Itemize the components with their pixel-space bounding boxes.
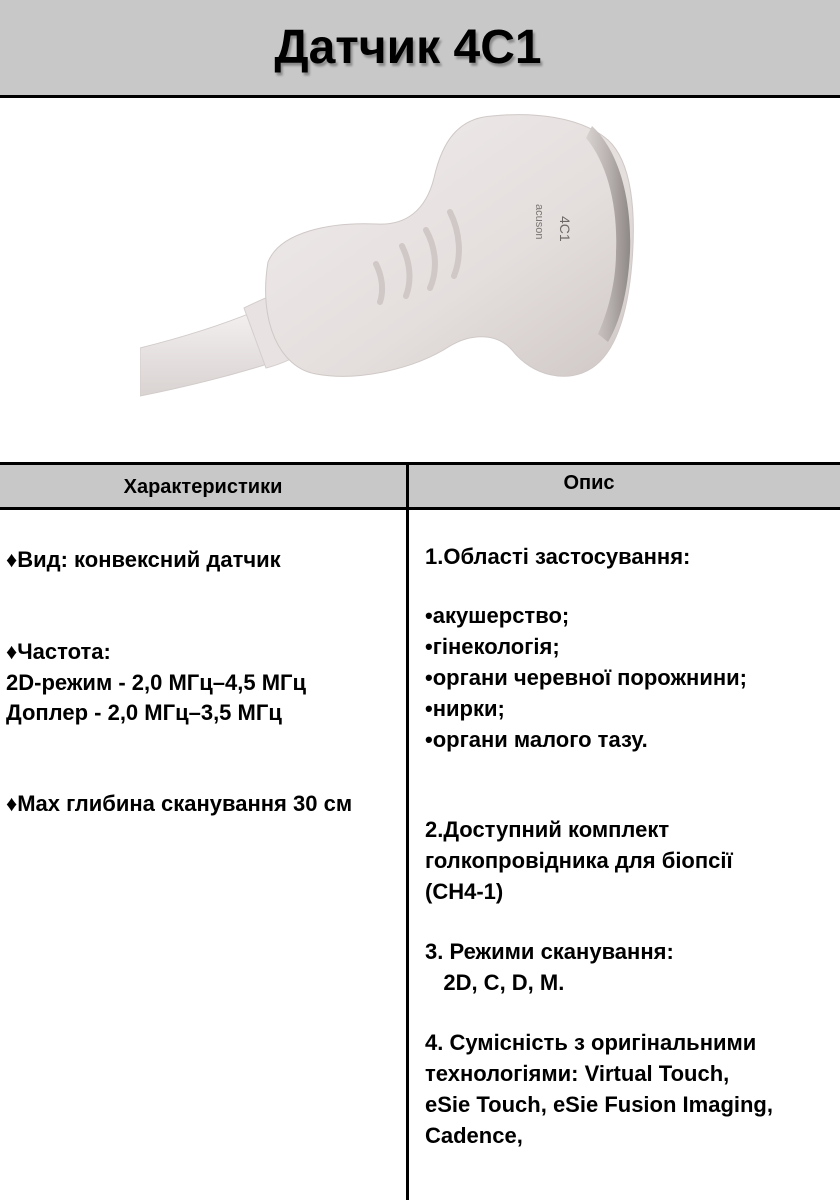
application-item: •гінекологія; [425, 634, 560, 659]
application-item: •нирки; [425, 696, 505, 721]
header-description: Опис [563, 472, 615, 494]
section2-line: 2.Доступний комплект [425, 817, 670, 842]
spec-type: ♦Вид: конвексний датчик [6, 547, 281, 572]
section2-line: (CH4-1) [425, 879, 504, 904]
section3-modes: 2D, C, D, M. [425, 970, 565, 995]
application-item: •органи малого тазу. [425, 727, 648, 752]
section4-line: Cadence, [425, 1123, 523, 1148]
probe-image [140, 112, 640, 402]
section1-title: 1.Області застосування: [425, 544, 691, 569]
probe-brand-marking: acuson [533, 204, 545, 240]
spec-frequency-2d: 2D-режим - 2,0 МГц–4,5 МГц [6, 670, 307, 695]
spec-max-depth: ♦Max глибина сканування 30 см [6, 791, 353, 816]
section4-line: eSie Touch, eSie Fusion Imaging, [425, 1092, 773, 1117]
section4-line: технологіями: Virtual Touch, [425, 1061, 730, 1086]
title-bar [0, 0, 840, 98]
application-item: •акушерство; [425, 603, 570, 628]
section2-line: голкопровідника для біопсії [425, 848, 733, 873]
header-characteristics: Характеристики [123, 476, 283, 498]
section3-title: 3. Режими сканування: [425, 939, 674, 964]
probe-model-marking: 4C1 [557, 216, 573, 242]
spec-frequency-label: ♦Частота: [6, 639, 111, 664]
column-divider [406, 462, 409, 1200]
spec-frequency-doppler: Доплер - 2,0 МГц–3,5 МГц [6, 700, 282, 725]
application-item: •органи черевної порожнини; [425, 665, 747, 690]
section4-line: 4. Сумісність з оригінальними [425, 1030, 757, 1055]
page-title: Датчик 4С1 [274, 21, 542, 74]
